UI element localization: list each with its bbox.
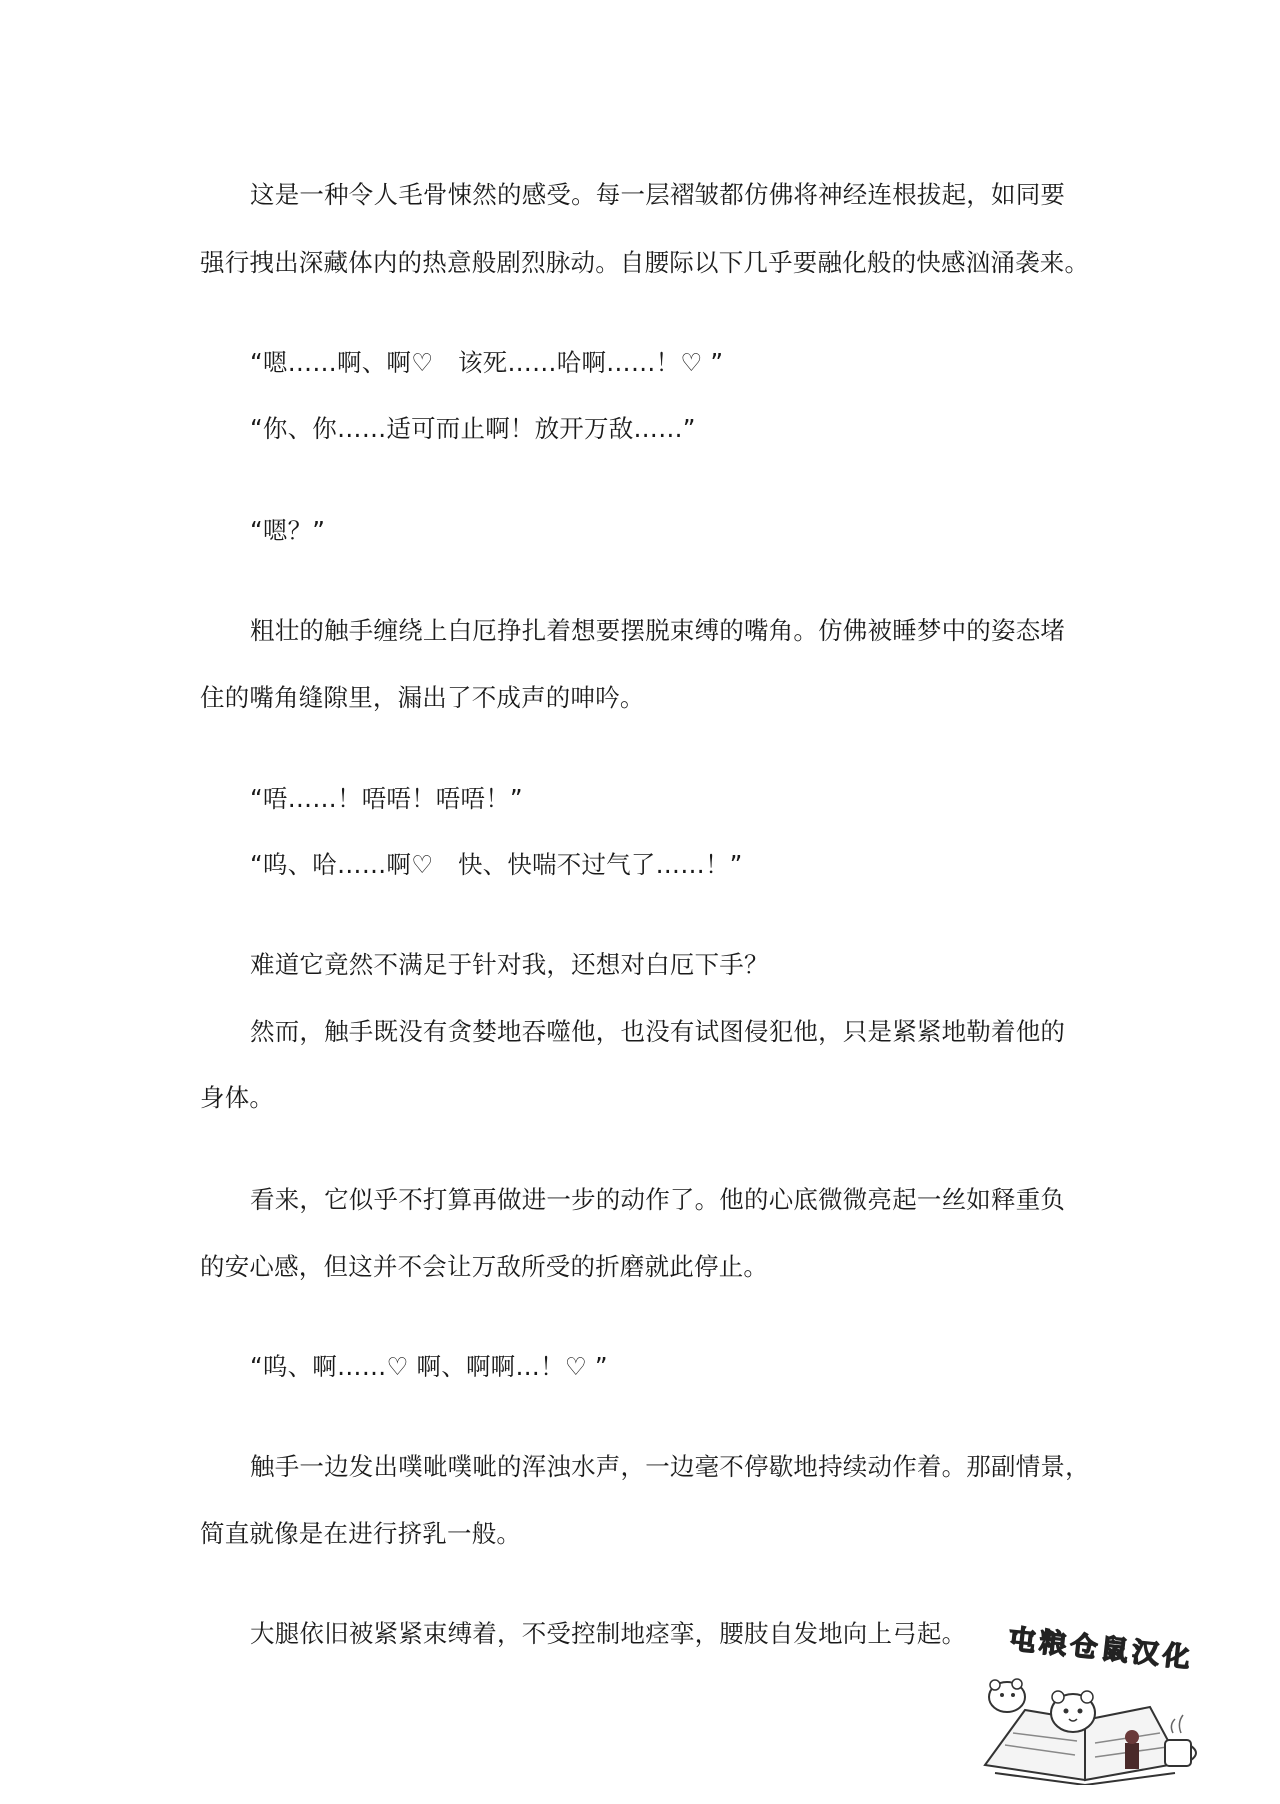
- paragraph-line: 然而，触手既没有贪婪地吞噬他，也没有试图侵犯他，只是紧紧地勒着他的: [250, 1017, 1066, 1046]
- dialogue-line: “你、你……适可而止啊！放开万敌……”: [250, 414, 696, 443]
- hamster-reading-logo-icon: [965, 1615, 1205, 1785]
- paragraph-line: 住的嘴角缝隙里，漏出了不成声的呻吟。: [200, 683, 645, 712]
- watermark-text: 屯粮仓鼠汉化: [1007, 1623, 1196, 1675]
- dialogue-line: “嗯？”: [250, 516, 326, 545]
- paragraph-line: 难道它竟然不满足于针对我，还想对白厄下手？: [250, 950, 769, 979]
- paragraph-line: 身体。: [200, 1083, 275, 1112]
- dialogue-line: “嗯……啊、啊♡ 该死……哈啊……！♡ ”: [250, 348, 724, 377]
- paragraph-line: 大腿依旧被紧紧束缚着，不受控制地痉挛，腰肢自发地向上弓起。: [250, 1619, 967, 1648]
- paragraph-line: 看来，它似乎不打算再做进一步的动作了。他的心底微微亮起一丝如释重负: [250, 1185, 1066, 1214]
- paragraph-line: 简直就像是在进行挤乳一般。: [200, 1519, 522, 1548]
- dialogue-line: “唔……！唔唔！唔唔！”: [250, 784, 523, 813]
- dialogue-line: “呜、哈……啊♡ 快、快喘不过气了……！”: [250, 850, 743, 879]
- dialogue-line: “呜、啊……♡ 啊、啊啊…！♡ ”: [250, 1352, 608, 1381]
- paragraph-line: 触手一边发出噗呲噗呲的浑浊水声，一边毫不停歇地持续动作着。那副情景，: [250, 1452, 1090, 1481]
- paragraph-line: 强行拽出深藏体内的热意般剧烈脉动。自腰际以下几乎要融化般的快感汹涌袭来。: [200, 248, 1090, 277]
- paragraph-line: 这是一种令人毛骨悚然的感受。每一层褶皱都仿佛将神经连根拔起，如同要: [250, 180, 1066, 209]
- paragraph-line: 粗壮的触手缠绕上白厄挣扎着想要摆脱束缚的嘴角。仿佛被睡梦中的姿态堵: [250, 616, 1066, 645]
- paragraph-line: 的安心感，但这并不会让万敌所受的折磨就此停止。: [200, 1252, 769, 1281]
- translator-watermark: [965, 1615, 1205, 1785]
